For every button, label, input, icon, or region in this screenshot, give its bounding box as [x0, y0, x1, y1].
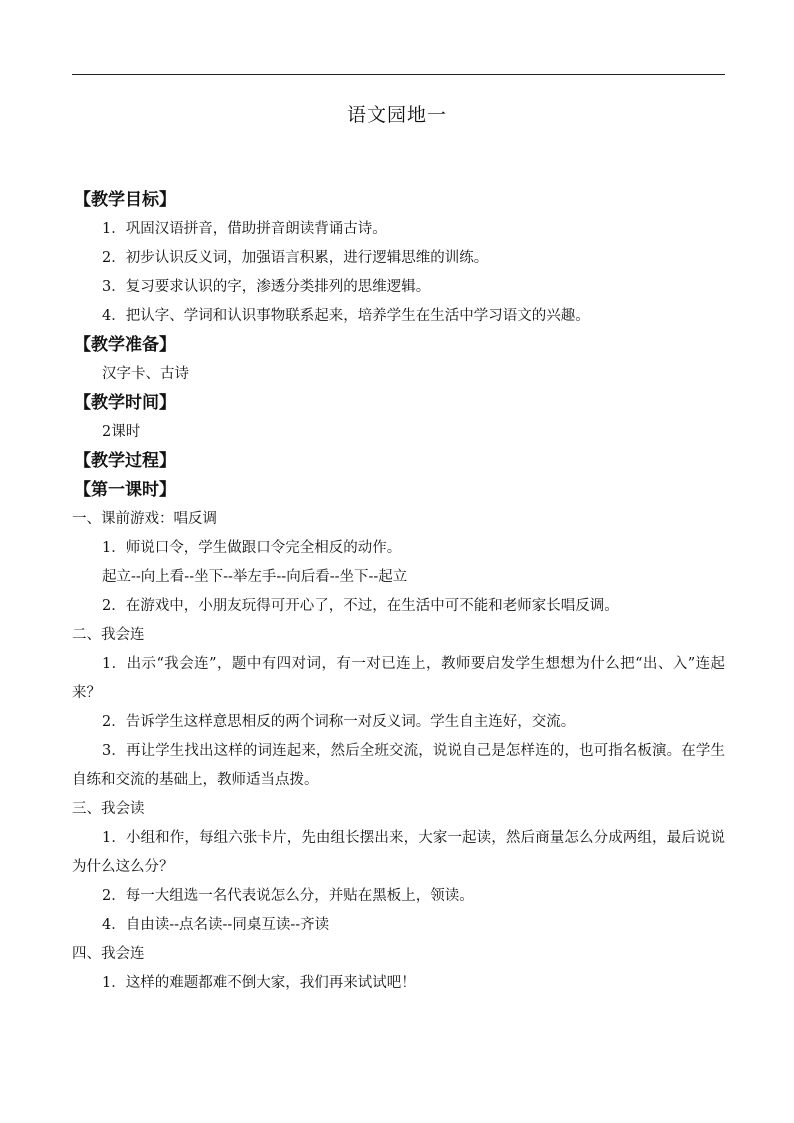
goal-item: 3．复习要求认识的字，渗透分类排列的思维逻辑。 — [102, 279, 431, 295]
part2-paragraph: 3．再让学生找出这样的词连起来，然后全班交流，说说自己是怎样连的，也可指名板演。在学生自练和交流的基础上，教师适当点拨。 — [72, 743, 725, 788]
prep-heading: 【教学准备】 — [74, 335, 176, 355]
header-rule — [72, 74, 725, 75]
goals-heading: 【教学目标】 — [74, 190, 176, 210]
part2-paragraph: 1．出示“我会连”，题中有四对词，有一对已连上，教师要启发学生想想为什么把“出、入”连起来？ — [72, 656, 725, 701]
part1-line: 2．在游戏中，小朋友玩得可开心了，不过，在生活中可不能和老师家长唱反调。 — [102, 598, 619, 614]
lesson1-heading: 【第一课时】 — [74, 480, 176, 500]
part3-title: 三、我会读 — [72, 801, 145, 817]
document-body — [72, 186, 725, 998]
page-title: 语文园地一 — [346, 104, 447, 126]
part4-title: 四、我会连 — [72, 946, 145, 962]
part1-line: 1．师说口令，学生做跟口令完全相反的动作。 — [102, 540, 402, 556]
part4-line: 1．这样的难题都难不倒大家，我们再来试试吧！ — [102, 975, 416, 991]
part3-paragraph: 1．小组和作，每组六张卡片，先由组长摆出来，大家一起读，然后商量怎么分成两组，最后说说为什么这么分？ — [72, 830, 725, 875]
goal-item: 1．巩固汉语拼音，借助拼音朗读背诵古诗。 — [102, 221, 387, 237]
time-text: 2课时 — [102, 424, 141, 440]
part3-line: 2．每一大组选一名代表说怎么分，并贴在黑板上，领读。 — [102, 888, 474, 904]
process-heading: 【教学过程】 — [74, 451, 176, 471]
goal-item: 4．把认字、学词和认识事物联系起来，培养学生在生活中学习语文的兴趣。 — [102, 308, 590, 324]
prep-text: 汉字卡、古诗 — [102, 366, 189, 382]
part2-title: 二、我会连 — [72, 627, 145, 643]
part2-line: 2．告诉学生这样意思相反的两个词称一对反义词。学生自主连好，交流。 — [102, 714, 576, 730]
time-heading: 【教学时间】 — [74, 393, 176, 413]
part1-line: 起立--向上看--坐下--举左手--向后看--坐下--起立 — [102, 569, 408, 585]
part1-title: 一、课前游戏：唱反调 — [72, 511, 217, 527]
goal-item: 2．初步认识反义词，加强语言积累，进行逻辑思维的训练。 — [102, 250, 489, 266]
part3-line: 4．自由读--点名读--同桌互读--齐读 — [102, 917, 330, 933]
